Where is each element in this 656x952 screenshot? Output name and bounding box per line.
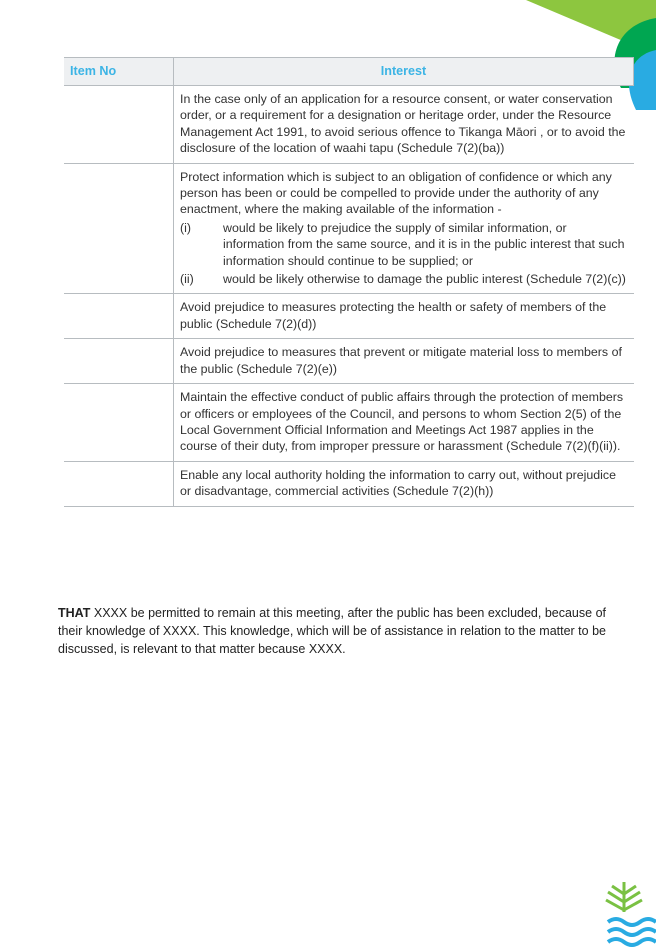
resolution-body: XXXX be permitted to remain at this meeting, after the public has been excluded, because of their knowledge of XXXX. This knowledge, which will be of assistance in relation to the matter to be discussed, is relevant to that matter because XXXX.	[58, 605, 606, 656]
resolution-lead: THAT	[58, 605, 91, 620]
header-interest: Interest	[174, 58, 634, 86]
interest-cell: Avoid prejudice to measures protecting the health or safety of members of the public (Schedule 7(2)(d))	[174, 294, 634, 339]
table-row	[64, 163, 634, 294]
council-logo	[604, 880, 656, 952]
item-no-cell	[64, 461, 174, 506]
item-no-cell	[64, 163, 174, 294]
item-no-cell	[64, 339, 174, 384]
sub-item-number: (ii)	[180, 272, 194, 287]
header-item-no: Item No	[64, 58, 174, 86]
table-row	[64, 86, 634, 164]
sub-item-text: would be likely otherwise to damage the public interest (Schedule 7(2)(c))	[223, 272, 626, 287]
resolution-paragraph	[58, 604, 618, 658]
item-no-cell	[64, 384, 174, 462]
table-row	[64, 461, 634, 506]
table-row	[64, 339, 634, 384]
sub-item	[180, 271, 628, 287]
item-no-cell	[64, 86, 174, 164]
interest-text: Protect information which is subject to an obligation of confidence or which any person has been or could be compelled to provide under the authority of any enactment, where the making available of the information -	[180, 169, 612, 217]
sub-item	[180, 220, 628, 269]
sub-item-number: (i)	[180, 220, 192, 235]
interest-table	[64, 57, 634, 507]
interest-cell	[174, 163, 634, 294]
table-row	[64, 294, 634, 339]
interest-cell: Maintain the effective conduct of public affairs through the protection of members or officers or employees of the Council, and persons to whom Section 2(5) of the Local Government Official Information and Meetings Act 1987 applies in the course of their duty, from improper pressure or harassment (Schedule 7(2)(f)(ii)).	[174, 384, 634, 462]
table-header-row	[64, 58, 634, 86]
interest-cell: Enable any local authority holding the information to carry out, without prejudice or disadvantage, commercial activities (Schedule 7(2)(h))	[174, 461, 634, 506]
item-no-cell	[64, 294, 174, 339]
interest-cell: Avoid prejudice to measures that prevent or mitigate material loss to members of the public (Schedule 7(2)(e))	[174, 339, 634, 384]
table-row	[64, 384, 634, 462]
interest-cell: In the case only of an application for a resource consent, or water conservation order, or a requirement for a designation or heritage order, under the Resource Management Act 1991, to avoid serious offence to Tikanga Māori , or to avoid the disclosure of the location of waahi tapu (Schedule 7(2)(ba))	[174, 86, 634, 164]
sub-item-text: would be likely to prejudice the supply of similar information, or information from the same source, and it is in the public interest that such information should continue to be supplied; or	[223, 220, 625, 268]
